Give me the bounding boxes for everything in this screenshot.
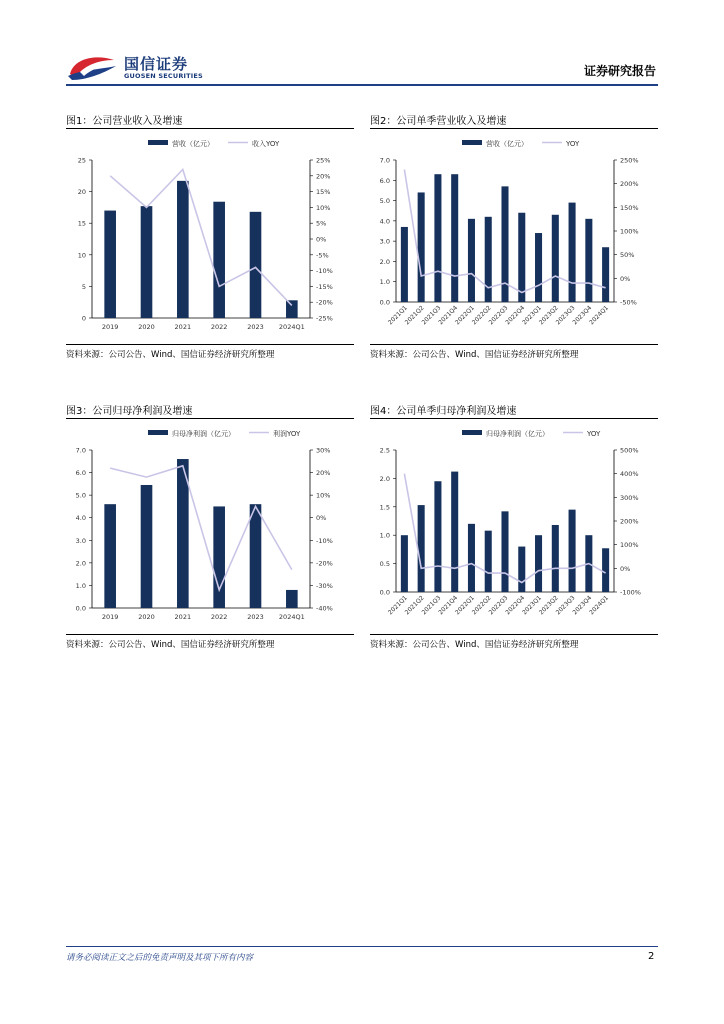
bar <box>286 590 298 608</box>
left-tick-label: 25 <box>77 156 86 165</box>
bar <box>552 525 559 592</box>
left-tick-label: 0.0 <box>75 604 86 613</box>
right-tick-label: -10% <box>316 267 333 276</box>
left-tick-label: 7.0 <box>75 446 86 455</box>
legend-label-bar: 营收（亿元） <box>172 140 214 148</box>
bar <box>401 227 408 302</box>
bar <box>141 485 153 608</box>
footer-disclaimer: 请务必阅读正文之后的免责声明及其项下所有内容 <box>66 953 254 963</box>
bar <box>418 505 425 592</box>
title-divider <box>370 128 658 129</box>
legend <box>148 139 280 148</box>
chart-source: 资料来源：公司公告、Wind、国信证券经济研究所整理 <box>370 350 579 360</box>
category-label: 2021 <box>174 613 192 621</box>
category-label: 2021Q2 <box>403 594 426 617</box>
category-label: 2020 <box>138 323 155 331</box>
right-tick-label: 0% <box>316 514 327 523</box>
category-label: 2022Q4 <box>504 594 527 617</box>
category-label: 2023Q4 <box>571 304 594 327</box>
category-label: 2021Q3 <box>420 594 443 617</box>
category-label: 2021Q4 <box>437 304 460 327</box>
category-label: 2021Q2 <box>403 304 426 327</box>
category-label: 2022Q2 <box>470 594 493 617</box>
legend <box>148 429 301 438</box>
bar <box>468 524 475 592</box>
right-tick-label: 0% <box>316 235 327 244</box>
category-label: 2022Q2 <box>470 304 493 327</box>
source-divider <box>66 344 354 345</box>
category-label: 2022Q1 <box>454 594 476 617</box>
right-tick-label: 100% <box>620 541 639 550</box>
right-tick-label: -50% <box>620 298 637 307</box>
legend-label-line: 收入YOY <box>252 140 280 148</box>
bar <box>434 481 441 592</box>
chart-title: 图3：公司归母净利润及增速 <box>66 406 193 417</box>
left-tick-label: 5 <box>81 282 86 291</box>
chart-quarterly-net-profit <box>370 422 662 632</box>
legend-label-bar: 归母净利润（亿元） <box>486 430 549 438</box>
category-label: 2020 <box>138 613 155 621</box>
chart-revenue <box>66 132 358 342</box>
category-label: 2022 <box>210 323 228 331</box>
category-label: 2019 <box>101 613 119 621</box>
category-label: 2022Q1 <box>454 304 476 327</box>
category-label: 2024Q1 <box>588 304 611 327</box>
yoy-line <box>110 466 292 590</box>
category-label: 2022Q4 <box>504 304 527 327</box>
right-tick-label: -40% <box>316 604 333 613</box>
category-label: 2021 <box>174 323 192 331</box>
legend-swatch-bar <box>462 140 482 145</box>
left-tick-label: 1.0 <box>75 581 86 590</box>
legend-swatch-bar <box>148 140 168 145</box>
chart-quarterly-revenue <box>370 132 662 342</box>
right-tick-label: 20% <box>316 469 331 478</box>
left-tick-label: 1.0 <box>379 531 390 540</box>
left-tick-label: 7.0 <box>379 156 390 165</box>
bar <box>602 548 609 592</box>
legend-label-bar: 营收（亿元） <box>486 140 528 148</box>
legend-label-line: YOY <box>566 140 580 148</box>
left-tick-label: 6.0 <box>379 176 390 185</box>
category-label: 2022 <box>210 613 228 621</box>
right-tick-label: 10% <box>316 203 331 212</box>
category-label: 2023Q4 <box>571 594 594 617</box>
footer-divider <box>66 946 658 947</box>
right-tick-label: 15% <box>316 188 331 197</box>
legend-swatch-bar <box>148 430 168 435</box>
right-tick-label: 25% <box>316 156 331 165</box>
bar <box>286 300 298 318</box>
left-tick-label: 2.5 <box>379 446 390 455</box>
bar <box>535 535 542 592</box>
page-header <box>66 48 658 84</box>
left-tick-label: 15 <box>77 219 86 228</box>
left-tick-label: 0.5 <box>379 560 390 569</box>
left-tick-label: 4.0 <box>75 514 86 523</box>
left-tick-label: 0.0 <box>379 588 390 597</box>
category-label: 2024Q1 <box>278 323 305 331</box>
bar <box>451 174 458 302</box>
category-label: 2022Q3 <box>487 594 510 617</box>
category-label: 2019 <box>101 323 119 331</box>
right-tick-label: 150% <box>620 203 639 212</box>
right-tick-label: 250% <box>620 156 639 165</box>
right-tick-label: -20% <box>316 559 333 568</box>
bar <box>602 247 609 302</box>
report-type-label: 证券研究报告 <box>583 64 656 78</box>
legend-label-line: 利润YOY <box>273 430 301 438</box>
right-tick-label: -10% <box>316 536 333 545</box>
right-tick-label: 200% <box>620 517 639 526</box>
right-tick-label: 50% <box>620 251 635 260</box>
chart-panel-net-profit <box>66 402 358 662</box>
brand-name-english: GUOSEN SECURITIES <box>124 72 203 80</box>
legend <box>462 139 580 148</box>
bar <box>213 202 225 318</box>
category-label: 2021Q3 <box>420 304 443 327</box>
bar <box>501 511 508 592</box>
bar <box>104 211 116 318</box>
chart-source: 资料来源：公司公告、Wind、国信证券经济研究所整理 <box>370 640 579 650</box>
bar <box>250 504 262 608</box>
chart-source: 资料来源：公司公告、Wind、国信证券经济研究所整理 <box>66 350 275 360</box>
right-tick-label: -25% <box>316 314 333 323</box>
category-label: 2023Q2 <box>537 594 560 617</box>
left-tick-label: 20 <box>77 188 86 197</box>
legend-label-bar: 归母净利润（亿元） <box>172 430 235 438</box>
chart-title: 图4：公司单季归母净利润及增速 <box>370 406 517 417</box>
bar <box>468 219 475 302</box>
category-label: 2023 <box>247 323 264 331</box>
source-divider <box>370 634 658 635</box>
chart-panel-quarterly-net-profit <box>370 402 662 662</box>
right-tick-label: 30% <box>316 446 331 455</box>
bar <box>451 472 458 592</box>
bar <box>250 212 262 318</box>
left-tick-label: 1.0 <box>379 278 390 287</box>
right-tick-label: 200% <box>620 180 639 189</box>
bar <box>434 174 441 302</box>
right-tick-label: 300% <box>620 493 639 502</box>
right-tick-label: -15% <box>316 282 333 291</box>
left-tick-label: 5.0 <box>379 197 390 206</box>
chart-panel-quarterly-revenue <box>370 112 662 372</box>
bar <box>585 219 592 302</box>
category-label: 2022Q3 <box>487 304 510 327</box>
chart-source: 资料来源：公司公告、Wind、国信证券经济研究所整理 <box>66 640 275 650</box>
right-tick-label: 0% <box>620 564 631 573</box>
bar <box>569 510 576 592</box>
yoy-line <box>110 170 292 306</box>
bar <box>552 215 559 302</box>
left-tick-label: 0 <box>81 314 86 323</box>
brand-name: 国信证券 <box>124 55 189 73</box>
chart-net-profit <box>66 422 358 632</box>
category-label: 2023Q1 <box>521 304 543 327</box>
right-tick-label: 5% <box>316 219 327 228</box>
bar <box>569 203 576 302</box>
bar <box>213 506 225 608</box>
bar <box>518 213 525 302</box>
bar <box>518 547 525 592</box>
left-tick-label: 4.0 <box>379 217 390 226</box>
left-tick-label: 3.0 <box>75 536 86 545</box>
bar <box>485 531 492 592</box>
category-label: 2024Q1 <box>588 594 611 617</box>
chart-panel-revenue <box>66 112 358 372</box>
title-divider <box>66 128 354 129</box>
right-tick-label: -100% <box>620 588 641 597</box>
chart-title: 图1：公司营业收入及增速 <box>66 116 183 127</box>
chart-title: 图2：公司单季营业收入及增速 <box>370 116 507 127</box>
right-tick-label: -20% <box>316 298 333 307</box>
bar <box>104 504 116 608</box>
page-number: 2 <box>648 951 655 962</box>
category-label: 2021Q1 <box>387 594 409 617</box>
right-tick-label: 20% <box>316 172 331 181</box>
left-tick-label: 1.5 <box>379 503 390 512</box>
left-tick-label: 10 <box>77 251 86 260</box>
left-tick-label: 3.0 <box>379 237 390 246</box>
right-tick-label: 10% <box>316 491 331 500</box>
bar <box>141 206 153 318</box>
right-tick-label: -30% <box>316 581 333 590</box>
category-label: 2023Q2 <box>537 304 560 327</box>
legend-swatch-bar <box>462 430 482 435</box>
right-tick-label: -5% <box>316 251 329 260</box>
source-divider <box>66 634 354 635</box>
category-label: 2024Q1 <box>278 613 305 621</box>
left-tick-label: 5.0 <box>75 491 86 500</box>
category-label: 2021Q1 <box>387 304 409 327</box>
bar <box>177 181 189 318</box>
source-divider <box>370 344 658 345</box>
bar <box>401 535 408 592</box>
bar <box>535 233 542 302</box>
bar <box>418 192 425 302</box>
legend-label-line: YOY <box>587 430 601 438</box>
left-tick-label: 2.0 <box>75 559 86 568</box>
title-divider <box>370 418 658 419</box>
left-tick-label: 6.0 <box>75 469 86 478</box>
right-tick-label: 500% <box>620 446 639 455</box>
header-divider <box>66 84 658 86</box>
category-label: 2023Q3 <box>554 594 577 617</box>
left-tick-label: 2.0 <box>379 474 390 483</box>
right-tick-label: 400% <box>620 470 639 479</box>
left-tick-label: 0.0 <box>379 298 390 307</box>
category-label: 2021Q4 <box>437 594 460 617</box>
category-label: 2023 <box>247 613 264 621</box>
guosen-logo-icon <box>66 52 118 82</box>
left-tick-label: 2.0 <box>379 257 390 266</box>
legend <box>462 429 601 438</box>
right-tick-label: 100% <box>620 227 639 236</box>
right-tick-label: 0% <box>620 274 631 283</box>
bar <box>485 217 492 302</box>
category-label: 2023Q3 <box>554 304 577 327</box>
category-label: 2023Q1 <box>521 594 543 617</box>
title-divider <box>66 418 354 419</box>
